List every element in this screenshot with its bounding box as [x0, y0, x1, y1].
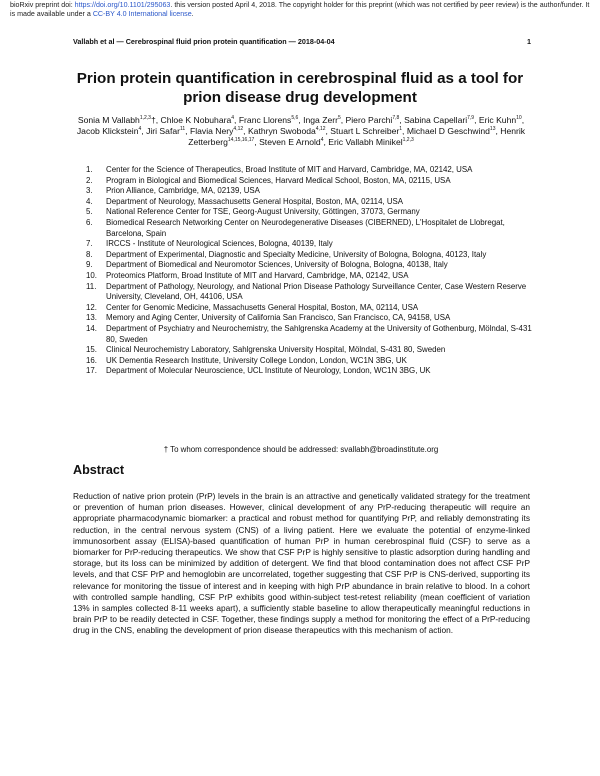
author: [259, 137, 323, 147]
affiliation-item: [86, 218, 532, 239]
affiliation-number: 17.: [86, 366, 97, 376]
affiliation-text: UK Dementia Research Institute, University College London, London, WC1N 3BG, UK: [106, 355, 407, 365]
preprint-notice-prefix: bioRxiv preprint doi:: [10, 1, 75, 9]
affiliation-number: 8.: [86, 249, 93, 259]
author-name: Inga Zerr: [303, 115, 338, 125]
author: [404, 115, 474, 125]
affiliation-text: Biomedical Research Networking Center on Neurodegenerative Diseases (CIBERNED), L'Hospitalet de Llobregat, Barcelona, Spain: [106, 217, 505, 238]
affiliation-number: 2.: [86, 175, 93, 185]
author-name: Jacob Klickstein: [76, 126, 139, 136]
author-affiliation-refs: 7,8: [392, 115, 400, 121]
author-affiliation-refs: 14,15,16,17: [227, 137, 255, 143]
affiliation-item: [86, 324, 532, 345]
author-affiliation-refs: 5: [337, 115, 341, 121]
author: [146, 126, 185, 136]
author-affiliation-refs: 1,2,3: [402, 137, 414, 143]
affiliation-text: IRCCS - Institute of Neurological Sciences, Bologna, 40139, Italy: [106, 239, 333, 249]
affiliation-text: Clinical Neurochemistry Laboratory, Sahlgrenska University Hospital, Mölndal, S-431 80, Sweden: [106, 345, 446, 355]
affiliation-number: 12.: [86, 302, 97, 312]
paper-title: Prion protein quantification in cerebrospinal fluid as a tool for prion disease drug development: [76, 70, 524, 106]
affiliation-text: Proteomics Platform, Broad Institute of MIT and Harvard, Cambridge, MA, 02142, USA: [106, 270, 409, 280]
author: [161, 115, 235, 125]
affiliation-item: [86, 260, 532, 271]
affiliation-text: Department of Biomedical and Neuromotor Sciences, University of Bologna, Bologna, 40138, Italy: [106, 260, 448, 270]
affiliation-list: [86, 165, 532, 377]
author: [303, 115, 341, 125]
affiliation-item: [86, 239, 532, 250]
preprint-notice-end: .: [191, 10, 194, 19]
author-affiliation-refs: 4,12: [315, 126, 326, 132]
affiliation-item: [86, 250, 532, 261]
preprint-notice-middle: . this version posted April 4, 2018. The copyright holder for this preprint (which was not certified by peer review) is the author/funder. It is made available under a: [10, 1, 590, 19]
running-header: [73, 37, 531, 46]
affiliation-item: [86, 313, 532, 324]
affiliation-number: 11.: [86, 281, 97, 291]
abstract-body: Reduction of native prion protein (PrP) levels in the brain is an attractive and genetically validated strategy for the treatment or prevention of human prion diseases. However, clinical development of any PrP-reducing therapeutic will require an appropriate pharmacodynamic biomarker: a practical and robust method for quantifying PrP, and reliably demonstrating its reduction, in the central nervous system (CNS) of a living patient. Here we evaluate the potential of enzyme-linked immunosorbent assay (ELISA)-based quantification of human PrP in human cerebrospinal fluid (CSF) to serve as a biomarker for PrP-reducing therapeutics. We show that CSF PrP is highly sensitive to plastic adsorption during handling and storage, but its loss can be minimized by addition of detergent. We find that blood contamination does not affect CSF PrP levels, and that CSF PrP and hemoglobin are uncorrelated, together suggesting that CSF PrP is CNS-derived, supporting its relevance for monitoring the tissue of interest and in keeping with high PrP abundance in brain relative to blood. In a cohort with controlled sample handling, CSF PrP exhibits good within-subject test-retest reliability (mean coefficient of variation 13% in samples collected 8-11 weeks apart), a sufficiently stable baseline to allow therapeutically meaningful reductions in brain PrP to be readily detected in CSF. Together, these findings supply a method for monitoring the effect of a PrP-reducing drug in the CNS, enabling the development of prion disease therapeutics with this mechanism of action.: [73, 491, 530, 636]
author: [328, 137, 413, 147]
affiliation-text: Department of Pathology, Neurology, and National Prion Disease Pathology Surveillance Center, Case Western Reserve University, Cleveland, OH, 44106, USA: [106, 281, 527, 302]
affiliation-number: 4.: [86, 196, 93, 206]
author-affiliation-refs: 1,2,3: [139, 115, 151, 121]
affiliation-text: National Reference Center for TSE, Georg-August University, Göttingen, 37073, Germany: [106, 207, 420, 217]
affiliation-item: [86, 186, 532, 197]
author: [330, 126, 402, 136]
affiliation-number: 9.: [86, 260, 93, 270]
author-affiliation-refs: 13: [489, 126, 496, 132]
affiliation-item: [86, 345, 532, 356]
affiliation-text: Department of Molecular Neuroscience, UCL Institute of Neurology, London, WC1N 3BG, UK: [106, 366, 431, 376]
author-affiliation-refs: 4: [138, 126, 142, 132]
affiliation-text: Department of Experimental, Diagnostic and Specialty Medicine, University of Bologna, Bologna, 40123, Italy: [106, 249, 487, 259]
affiliation-number: 6.: [86, 217, 93, 227]
doi-link[interactable]: https://doi.org/10.1101/295063: [74, 1, 171, 9]
affiliation-text: Prion Alliance, Cambridge, MA, 02139, USA: [106, 186, 260, 196]
author-affiliation-refs: 10: [516, 115, 522, 121]
affiliation-item: [86, 271, 532, 282]
affiliation-number: 1.: [86, 165, 93, 174]
author: [479, 115, 522, 125]
affiliation-item: [86, 165, 532, 176]
corresponding-author-mark: †: [150, 115, 156, 125]
author-name: Eric Vallabh Minikel: [328, 137, 403, 147]
affiliation-number: 16.: [86, 355, 97, 365]
affiliation-text: Department of Neurology, Massachusetts General Hospital, Boston, MA, 02114, USA: [106, 196, 404, 206]
affiliation-text: Center for Genomic Medicine, Massachusetts General Hospital, Boston, MA, 02114, USA: [106, 302, 419, 312]
author: [239, 115, 299, 125]
abstract-heading: Abstract: [73, 463, 125, 477]
author-name: Eric Kuhn: [478, 115, 517, 125]
author-affiliation-refs: 1: [399, 126, 403, 132]
author-name: Piero Parchi: [345, 115, 393, 125]
running-header-text: Vallabh et al — Cerebrospinal fluid prion protein quantification — 2018-04-04: [73, 37, 335, 46]
affiliation-item: [86, 282, 532, 303]
author-name: Stuart L Schreiber: [330, 126, 400, 136]
affiliation-text: Memory and Aging Center, University of California San Francisco, San Francisco, CA, 94158, USA: [106, 313, 451, 323]
affiliation-item: [86, 356, 532, 367]
author: [248, 126, 326, 136]
affiliation-text: Department of Psychiatry and Neurochemistry, the Sahlgrenska Academy at the University of Gothenburg, Mölndal, S-431 80, Sweden: [106, 323, 532, 344]
author-affiliation-refs: 4: [231, 115, 235, 121]
affiliation-number: 14.: [86, 323, 97, 333]
author-name: Chloe K Nobuhara: [160, 115, 232, 125]
affiliation-item: [86, 366, 532, 377]
preprint-notice: [10, 1, 592, 20]
author-name: Steven E Arnold: [259, 137, 321, 147]
author-affiliation-refs: 7,9: [467, 115, 475, 121]
affiliation-item: [86, 303, 532, 314]
author-name: Sonia M Vallabh: [77, 115, 140, 125]
affiliation-item: [86, 197, 532, 208]
affiliation-number: 13.: [86, 313, 97, 323]
affiliation-number: 15.: [86, 345, 97, 355]
author-name: Jiri Safar: [146, 126, 180, 136]
affiliation-text: Program in Biological and Biomedical Sciences, Harvard Medical School, Boston, MA, 02115, USA: [106, 175, 451, 185]
author: [190, 126, 243, 136]
affiliation-item: [86, 176, 532, 187]
author-affiliation-refs: 5,6: [291, 115, 299, 121]
author-name: Franc Llorens: [238, 115, 292, 125]
author-name: Michael D Geschwind: [406, 126, 490, 136]
affiliation-number: 5.: [86, 207, 93, 217]
author-name: Sabina Capellari: [404, 115, 468, 125]
affiliation-number: 3.: [86, 186, 93, 196]
author: [346, 115, 400, 125]
affiliation-item: [86, 207, 532, 218]
author: [77, 126, 141, 136]
author-name: Henrik Zetterberg: [188, 126, 526, 147]
affiliation-number: 7.: [86, 239, 93, 249]
affiliation-number: 10.: [86, 270, 97, 280]
author-affiliation-refs: 4: [320, 137, 324, 143]
correspondence-note: † To whom correspondence should be addressed: svallabh@broadinstitute.org: [163, 445, 439, 454]
author: [78, 115, 156, 125]
author-list: Sonia M Vallabh$^{1,2,3}$†, Chloe K Nobuhara$^4$, Franc Llorens$^{5,6}$, Inga Zerr$^5$, Piero Parchi$^{7,8}$, Sabina Capellari$^{7,9}$, Eric Kuhn$^{10}$, Jacob Klickstein$^4$, Jiri Safar$^{11}$, Flavia Nery$^{4,12}$, Kathryn Swoboda$^{4,12}$, Stuart L Schreiber$^1$, Michael D Geschwind$^{13}$, Henrik Zetterberg$^{14,15,16,17}$, Steven E Arnold$^4$, Eric Vallabh Minikel$^{1,2,3}$: [76, 115, 526, 147]
author-affiliation-refs: 4,12: [233, 126, 244, 132]
author-affiliation-refs: 11: [179, 126, 186, 132]
affiliation-text: Center for the Science of Therapeutics, Broad Institute of MIT and Harvard, Cambridge, MA, 02142, USA: [106, 165, 473, 174]
author-name: Flavia Nery: [189, 126, 234, 136]
author: [407, 126, 496, 136]
author-name: Kathryn Swoboda: [247, 126, 316, 136]
license-link[interactable]: CC-BY 4.0 International license: [92, 10, 192, 19]
page-number: 1: [527, 37, 531, 46]
